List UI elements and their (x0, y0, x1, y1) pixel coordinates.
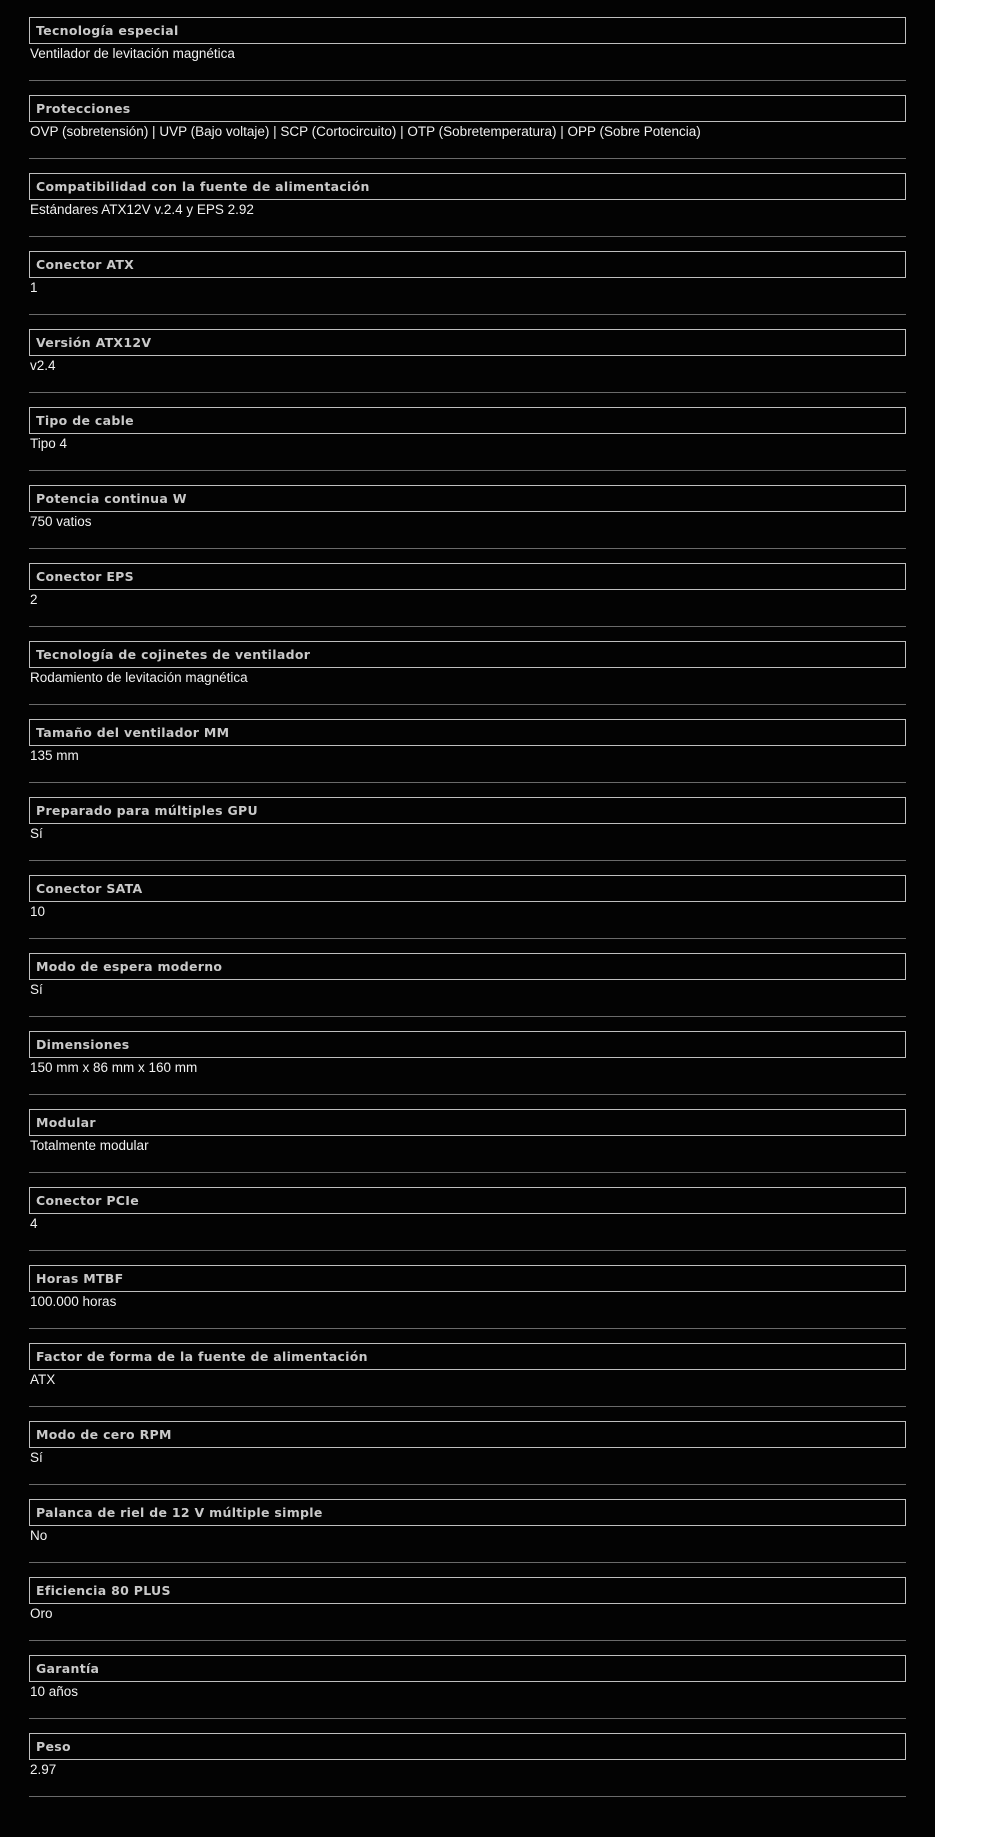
spec-divider (29, 938, 906, 939)
spec-item (29, 1421, 906, 1499)
spec-label: Dimensiones (29, 1031, 906, 1058)
spec-label: Tamaño del ventilador MM (29, 719, 906, 746)
spec-divider (29, 1328, 906, 1329)
spec-item (29, 875, 906, 953)
spec-value: Sí (30, 982, 43, 997)
spec-divider (29, 470, 906, 471)
spec-divider (29, 80, 906, 81)
spec-value: Totalmente modular (30, 1138, 149, 1153)
spec-item (29, 719, 906, 797)
spec-label: Protecciones (29, 95, 906, 122)
spec-label: Conector EPS (29, 563, 906, 590)
spec-divider (29, 1640, 906, 1641)
spec-item (29, 1733, 906, 1811)
spec-item (29, 485, 906, 563)
spec-value: 4 (30, 1216, 38, 1231)
spec-divider (29, 1796, 906, 1797)
spec-value: Ventilador de levitación magnética (30, 46, 235, 61)
spec-value: OVP (sobretensión) | UVP (Bajo voltaje) | SCP (Cortocircuito) | OTP (Sobretemperatura) | OPP (Sobre Potencia) (30, 124, 701, 139)
spec-item (29, 1499, 906, 1577)
spec-value: 2 (30, 592, 38, 607)
spec-divider (29, 1406, 906, 1407)
spec-divider (29, 392, 906, 393)
spec-value: 1 (30, 280, 38, 295)
spec-label: Modo de espera moderno (29, 953, 906, 980)
spec-divider (29, 704, 906, 705)
spec-divider (29, 548, 906, 549)
spec-item (29, 251, 906, 329)
spec-label: Preparado para múltiples GPU (29, 797, 906, 824)
spec-divider (29, 1016, 906, 1017)
spec-value: 750 vatios (30, 514, 92, 529)
spec-label: Compatibilidad con la fuente de alimentación (29, 173, 906, 200)
spec-value: 10 años (30, 1684, 79, 1699)
spec-value: Sí (30, 826, 43, 841)
spec-item (29, 1187, 906, 1265)
spec-value: Tipo 4 (30, 436, 68, 451)
spec-value: 150 mm x 86 mm x 160 mm (30, 1060, 198, 1075)
spec-value: 135 mm (30, 748, 79, 763)
spec-item (29, 173, 906, 251)
spec-label: Peso (29, 1733, 906, 1760)
spec-divider (29, 782, 906, 783)
spec-item (29, 953, 906, 1031)
spec-value: Rodamiento de levitación magnética (30, 670, 248, 685)
spec-value: Sí (30, 1450, 43, 1465)
spec-value: 10 (30, 904, 46, 919)
spec-value: 100.000 horas (30, 1294, 117, 1309)
spec-list (29, 17, 906, 1811)
spec-value: Oro (30, 1606, 53, 1621)
spec-divider (29, 236, 906, 237)
spec-label: Modular (29, 1109, 906, 1136)
spec-label: Conector ATX (29, 251, 906, 278)
spec-divider (29, 1718, 906, 1719)
spec-label: Eficiencia 80 PLUS (29, 1577, 906, 1604)
spec-label: Tecnología especial (29, 17, 906, 44)
spec-divider (29, 1172, 906, 1173)
spec-item (29, 17, 906, 95)
spec-label: Tecnología de cojinetes de ventilador (29, 641, 906, 668)
spec-label: Conector SATA (29, 875, 906, 902)
spec-label: Conector PCIe (29, 1187, 906, 1214)
spec-divider (29, 314, 906, 315)
spec-label: Versión ATX12V (29, 329, 906, 356)
spec-item (29, 1343, 906, 1421)
spec-value: Estándares ATX12V v.2.4 y EPS 2.92 (30, 202, 254, 217)
spec-item (29, 1265, 906, 1343)
spec-divider (29, 1250, 906, 1251)
spec-item (29, 563, 906, 641)
spec-label: Tipo de cable (29, 407, 906, 434)
spec-item (29, 1031, 906, 1109)
spec-value: No (30, 1528, 48, 1543)
spec-value: 2.97 (30, 1762, 57, 1777)
spec-divider (29, 1484, 906, 1485)
spec-label: Potencia continua W (29, 485, 906, 512)
spec-divider (29, 158, 906, 159)
spec-divider (29, 1562, 906, 1563)
spec-divider (29, 860, 906, 861)
spec-divider (29, 1094, 906, 1095)
spec-divider (29, 626, 906, 627)
spec-value: v2.4 (30, 358, 56, 373)
spec-label: Palanca de riel de 12 V múltiple simple (29, 1499, 906, 1526)
spec-label: Horas MTBF (29, 1265, 906, 1292)
spec-value: ATX (30, 1372, 56, 1387)
spec-label: Modo de cero RPM (29, 1421, 906, 1448)
spec-item (29, 1109, 906, 1187)
spec-item (29, 95, 906, 173)
spec-item (29, 641, 906, 719)
spec-label: Factor de forma de la fuente de alimentación (29, 1343, 906, 1370)
spec-item (29, 797, 906, 875)
spec-item (29, 407, 906, 485)
spec-label: Garantía (29, 1655, 906, 1682)
spec-item (29, 1655, 906, 1733)
spec-item (29, 1577, 906, 1655)
spec-item (29, 329, 906, 407)
